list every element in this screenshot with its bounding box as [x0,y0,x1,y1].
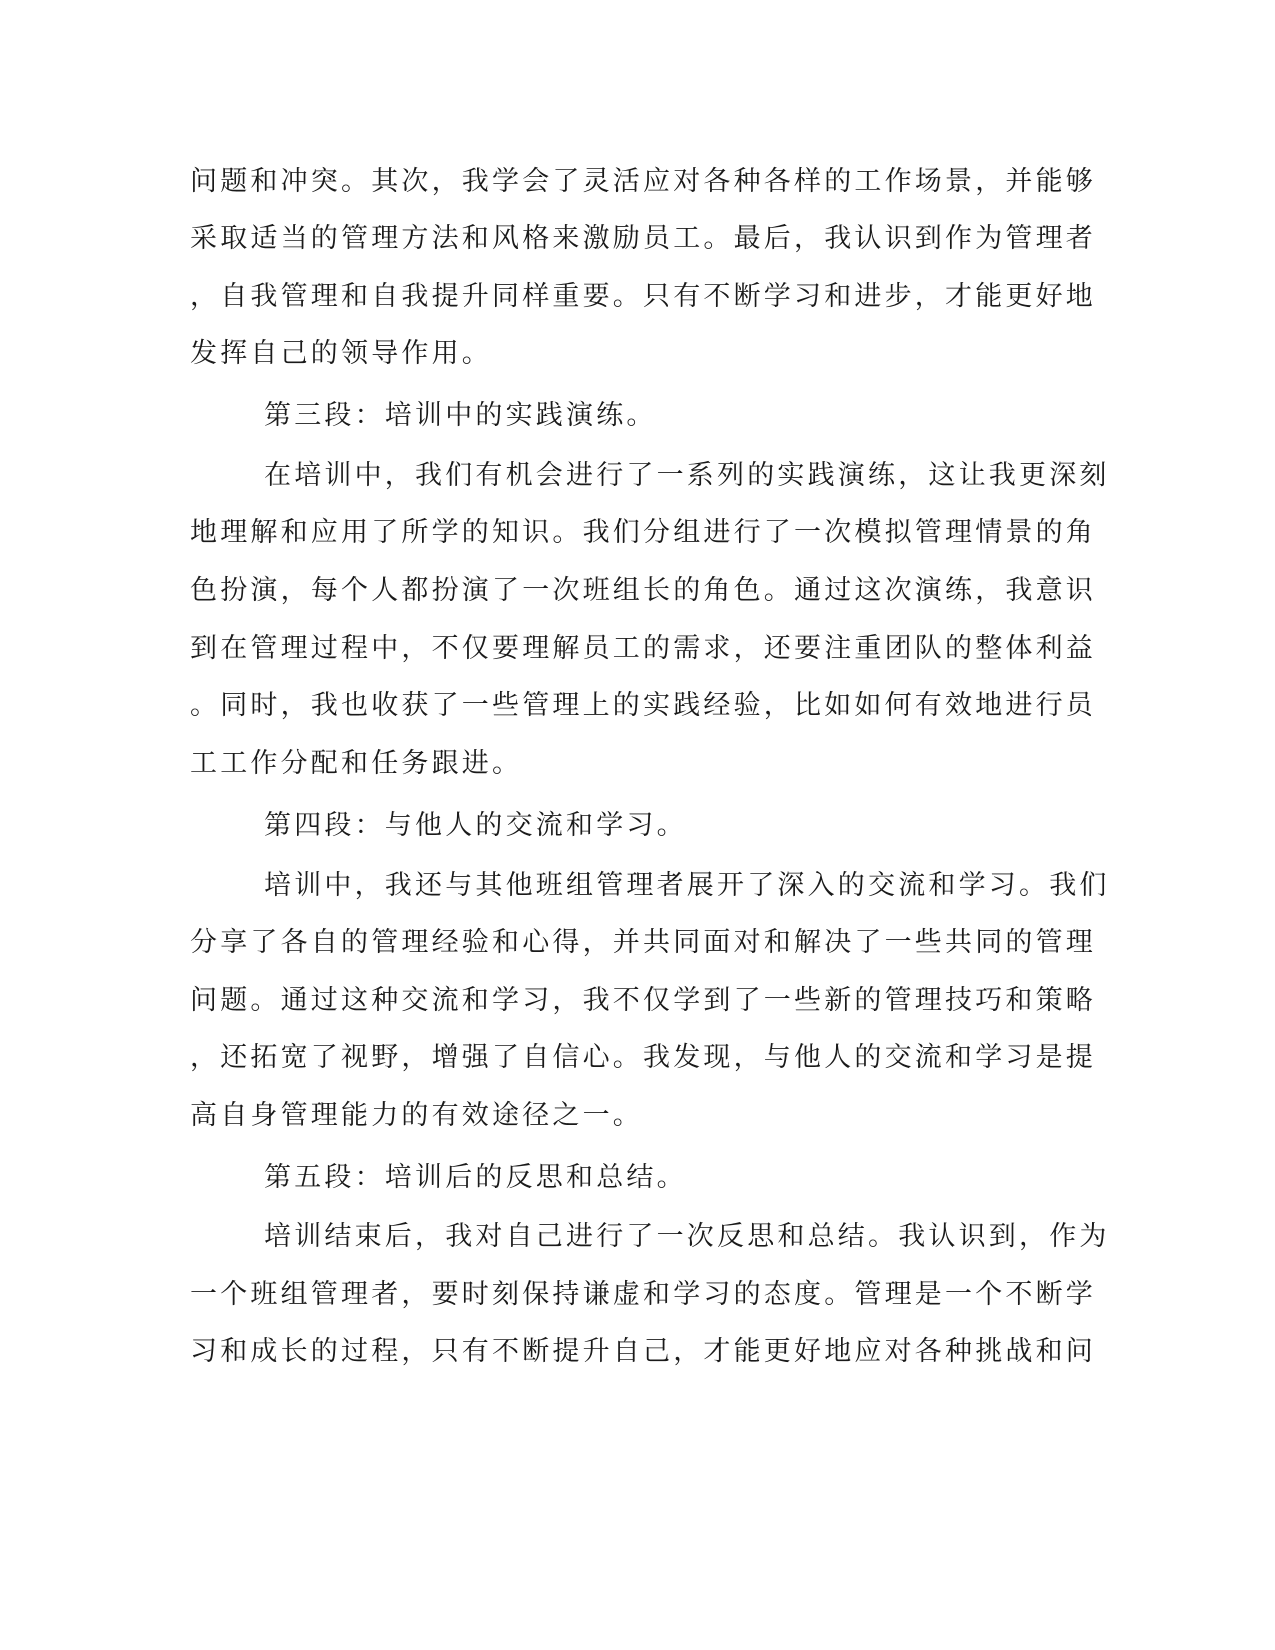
text-line: 高自身管理能力的有效途径之一。 [190,1100,643,1131]
text-line: 在培训中，我们有机会进行了一系列的实践演练，这让我更深刻 [264,460,1110,491]
section-heading-3: 第三段：培训中的实践演练。 [264,400,657,431]
text-line: 习和成长的过程，只有不断提升自己，才能更好地应对各种挑战和问 [190,1336,1096,1367]
text-line: 地理解和应用了所学的知识。我们分组进行了一次模拟管理情景的角 [190,517,1096,548]
text-line: 问题。通过这种交流和学习，我不仅学到了一些新的管理技巧和策略 [190,985,1096,1016]
text-line: 发挥自己的领导作用。 [190,338,492,369]
text-line: 色扮演，每个人都扮演了一次班组长的角色。通过这次演练，我意识 [190,575,1096,606]
section-heading-5: 第五段：培训后的反思和总结。 [264,1162,687,1193]
section-heading-4: 第四段：与他人的交流和学习。 [264,810,687,841]
text-line: 。同时，我也收获了一些管理上的实践经验，比如如何有效地进行员 [190,690,1096,721]
text-line: 分享了各自的管理经验和心得，并共同面对和解决了一些共同的管理 [190,927,1096,958]
text-line: 到在管理过程中，不仅要理解员工的需求，还要注重团队的整体利益 [190,633,1096,664]
text-line: 一个班组管理者，要时刻保持谦虚和学习的态度。管理是一个不断学 [190,1279,1096,1310]
text-line: 工工作分配和任务跟进。 [190,748,523,779]
text-line: 问题和冲突。其次，我学会了灵活应对各种各样的工作场景，并能够 [190,166,1096,197]
text-line: 培训中，我还与其他班组管理者展开了深入的交流和学习。我们 [264,870,1110,901]
text-line: ，还拓宽了视野，增强了自信心。我发现，与他人的交流和学习是提 [190,1042,1096,1073]
text-line: ，自我管理和自我提升同样重要。只有不断学习和进步，才能更好地 [190,281,1096,312]
text-line: 培训结束后，我对自己进行了一次反思和总结。我认识到，作为 [264,1221,1110,1252]
text-line: 采取适当的管理方法和风格来激励员工。最后，我认识到作为管理者 [190,223,1096,254]
